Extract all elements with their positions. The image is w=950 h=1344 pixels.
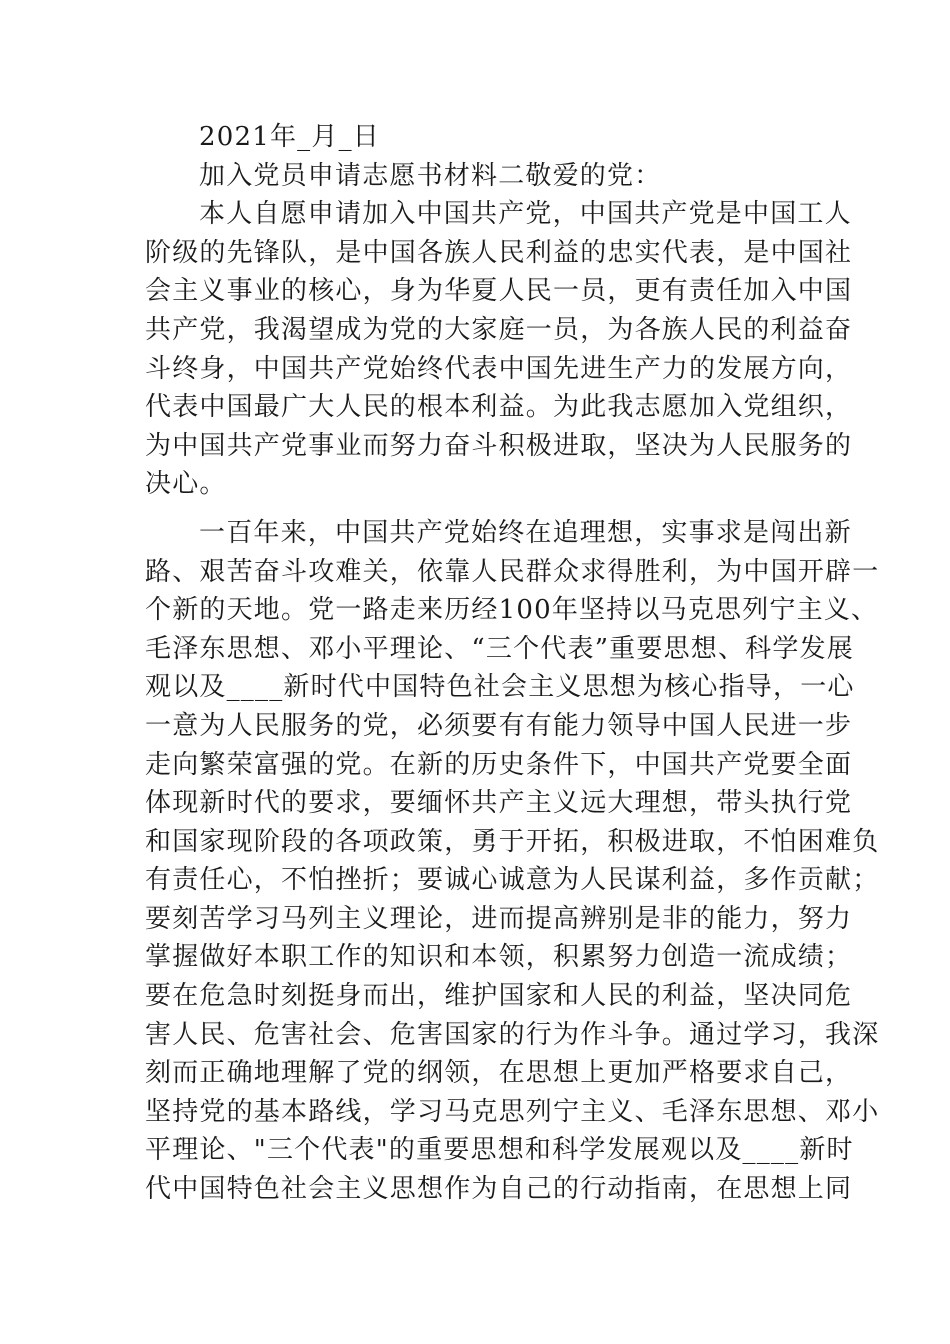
paragraph-line: 代中国特色社会主义思想作为自己的行动指南，在思想上同 <box>145 1174 853 1205</box>
paragraph-line: 掌握做好本职工作的知识和本领，积累努力创造一流成绩； <box>145 942 853 973</box>
document-body <box>145 118 880 1209</box>
paragraph-line: 个新的天地。党一路走来历经100年坚持以马克思列宁主义、 <box>145 595 879 626</box>
paragraph-line: 决心。 <box>145 469 227 500</box>
date-line: 2021年_月_日 <box>199 122 380 152</box>
paragraph-line: 阶级的先锋队，是中国各族人民利益的忠实代表，是中国社 <box>145 237 853 268</box>
paragraph-line: 和国家现阶段的各项政策，勇于开拓，积极进取，不怕困难负 <box>145 826 880 857</box>
paragraph-line: 毛泽东思想、邓小平理论、“三个代表”重要思想、科学发展 <box>145 633 854 664</box>
paragraph-line: 走向繁荣富强的党。在新的历史条件下，中国共产党要全面 <box>145 749 853 780</box>
paragraph-line: 刻而正确地理解了党的纲领，在思想上更加严格要求自己， <box>145 1058 853 1089</box>
paragraph-line: 要刻苦学习马列主义理论，进而提高辨别是非的能力，努力 <box>145 903 853 934</box>
paragraph-line: 平理论、"三个代表"的重要思想和科学发展观以及____新时 <box>145 1135 854 1166</box>
paragraph-gap <box>145 504 810 514</box>
paragraph-line: 要在危急时刻挺身而出，维护国家和人民的利益，坚决同危 <box>145 981 853 1012</box>
paragraph-line: 一百年来，中国共产党始终在追理想，实事求是闯出新 <box>199 517 852 548</box>
paragraph-line: 害人民、危害社会、危害国家的行为作斗争。通过学习，我深 <box>145 1019 880 1050</box>
paragraph-line: 斗终身，中国共产党始终代表中国先进生产力的发展方向， <box>145 353 853 384</box>
paragraph-line: 为中国共产党事业而努力奋斗积极进取，坚决为人民服务的 <box>145 430 853 461</box>
paragraph-line: 观以及____新时代中国特色社会主义思想为核心指导，一心 <box>145 672 855 703</box>
paragraph-2 <box>145 514 880 1209</box>
paragraph-line: 代表中国最广大人民的根本利益。为此我志愿加入党组织， <box>145 392 853 423</box>
paragraph-line: 会主义事业的核心，身为华夏人民一员，更有责任加入中国 <box>145 276 853 307</box>
paragraph-line: 一意为人民服务的党，必须要有有能力领导中国人民进一步 <box>145 710 853 741</box>
paragraph-line: 路、艰苦奋斗攻难关，依靠人民群众求得胜利，为中国开辟一 <box>145 556 880 587</box>
paragraph-1 <box>145 195 853 504</box>
paragraph-line: 坚持党的基本路线，学习马克思列宁主义、毛泽东思想、邓小 <box>145 1096 880 1127</box>
paragraph-line: 本人自愿申请加入中国共产党，中国共产党是中国工人 <box>199 199 852 230</box>
paragraph-line: 有责任心，不怕挫折；要诚心诚意为人民谋利益，多作贡献； <box>145 865 880 896</box>
paragraph-line: 体现新时代的要求，要缅怀共产主义远大理想，带头执行党 <box>145 788 853 819</box>
paragraph-line: 共产党，我渴望成为党的大家庭一员，为各族人民的利益奋 <box>145 314 853 345</box>
title-line: 加入党员申请志愿书材料二敬爱的党： <box>199 160 662 191</box>
